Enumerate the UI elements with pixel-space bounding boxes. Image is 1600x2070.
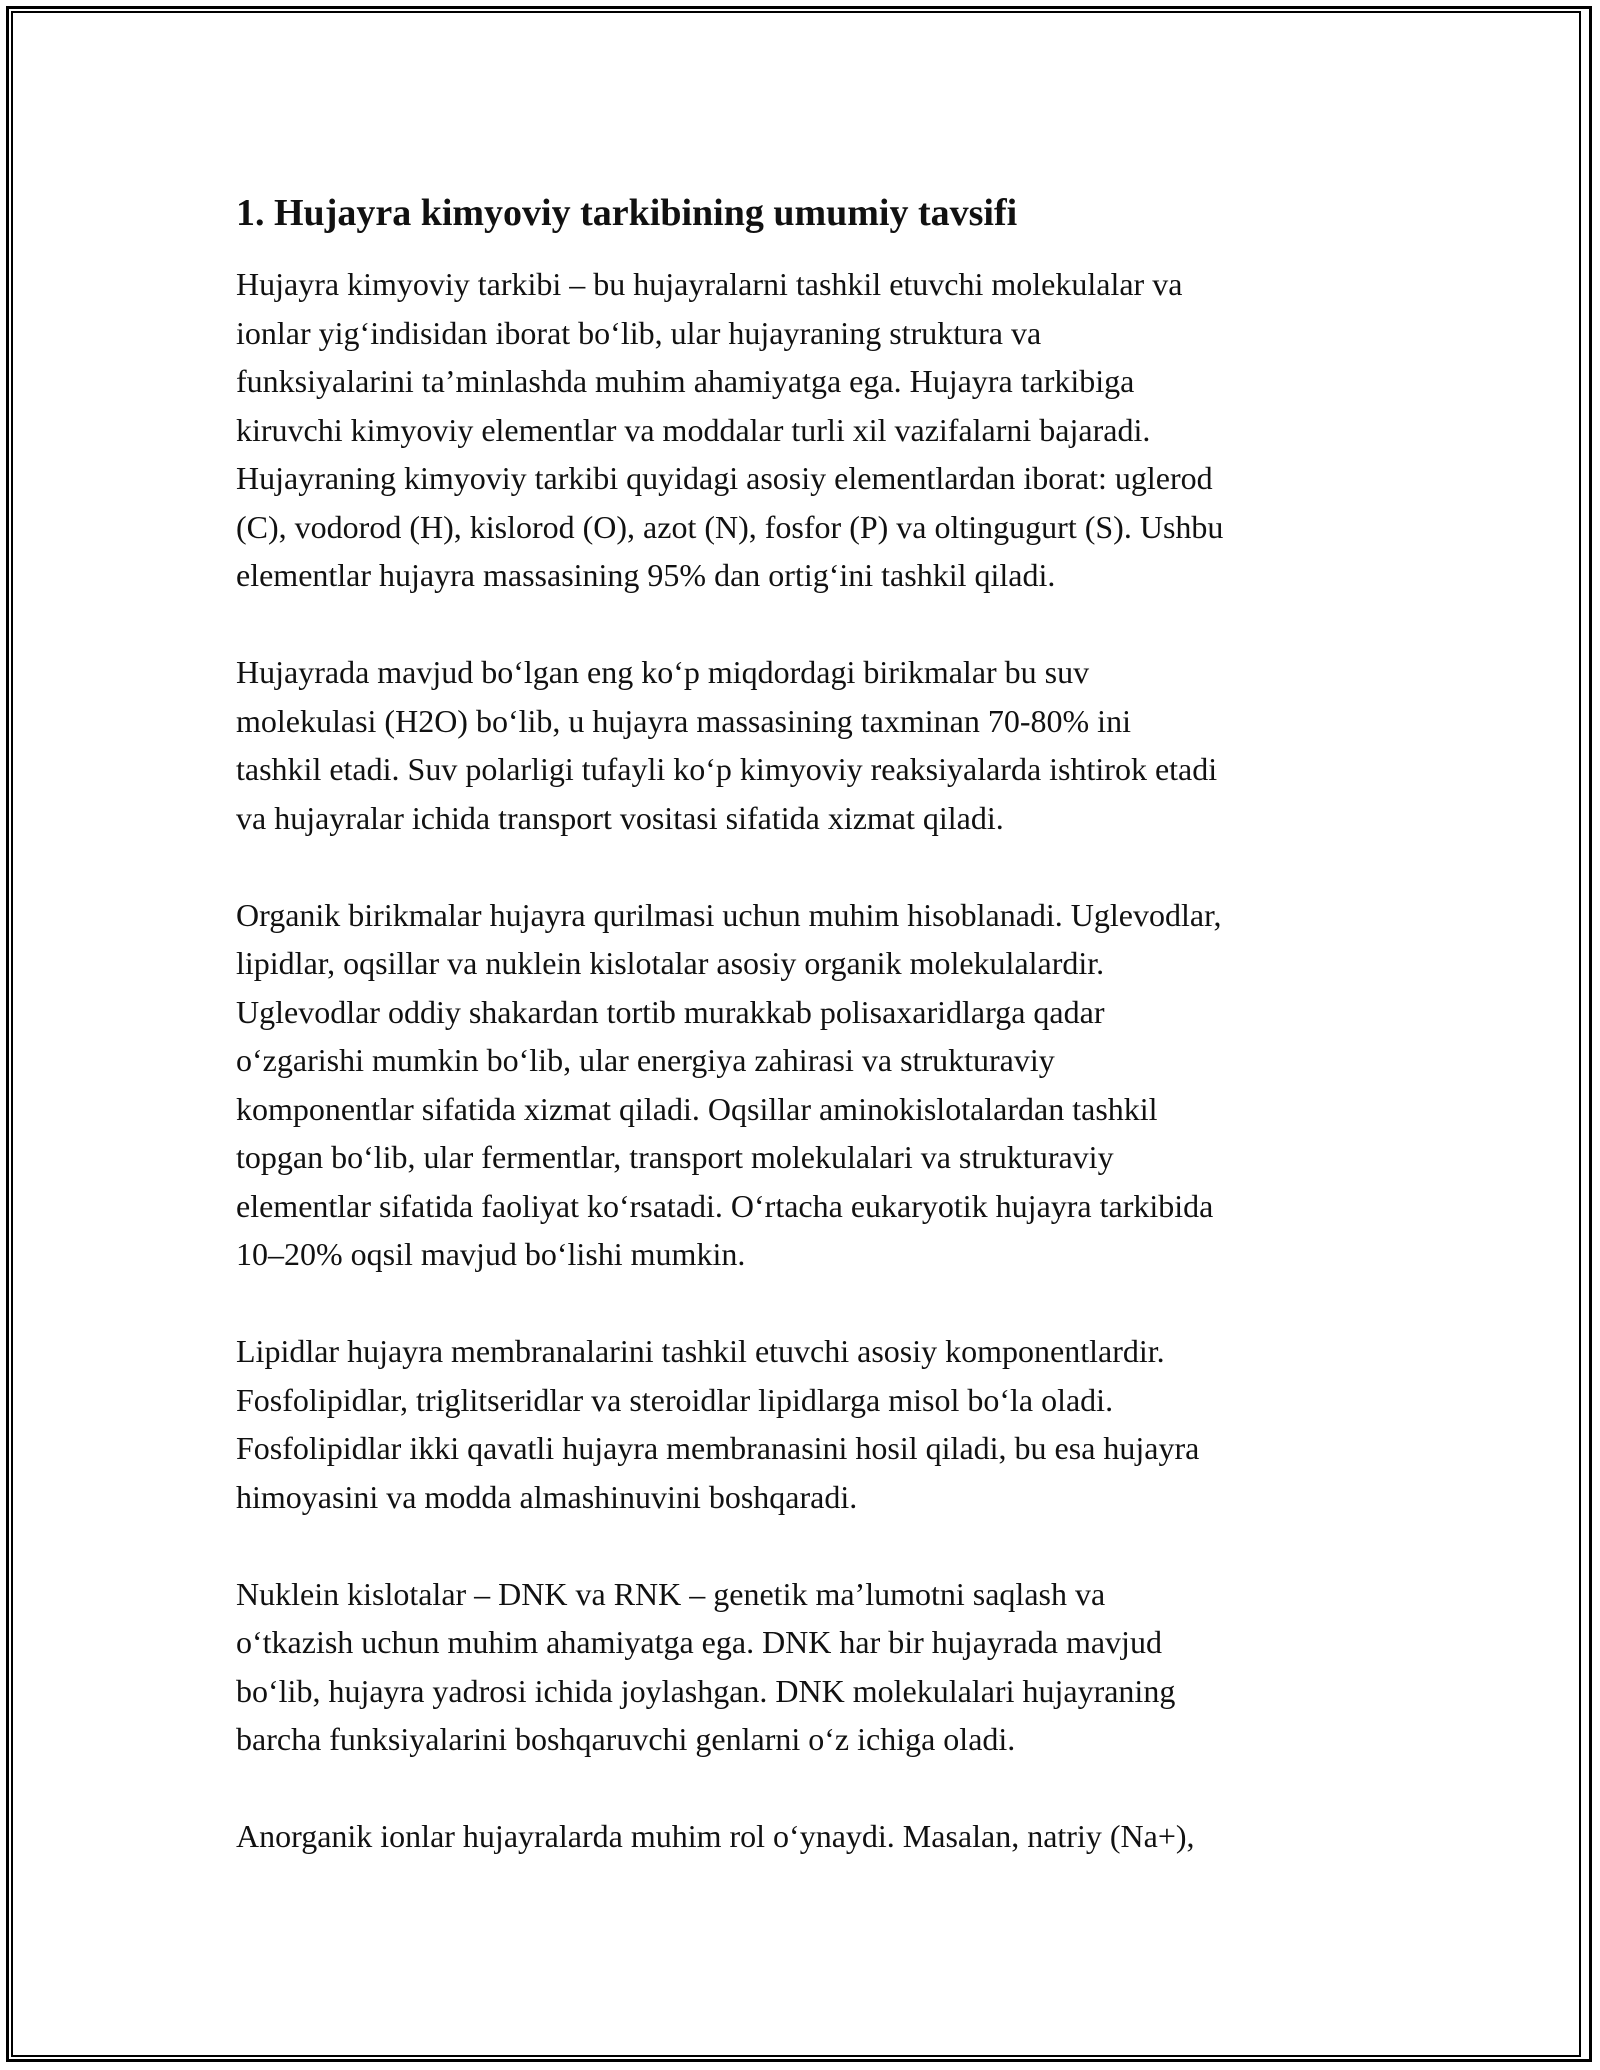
text-line: Anorganik ionlar hujayralarda muhim rol o‘ynaydi. Masalan, natriy (Na+),	[236, 1818, 1195, 1854]
text-line: o‘tkazish uchun muhim ahamiyatga ega. DNK har bir hujayrada mavjud	[236, 1624, 1162, 1660]
text-line: Hujayrada mavjud bo‘lgan eng ko‘p miqdordagi birikmalar bu suv	[236, 654, 1090, 690]
text-line: o‘zgarishi mumkin bo‘lib, ular energiya zahirasi va strukturaviy	[236, 1042, 1055, 1078]
text-line: Fosfolipidlar, triglitseridlar va steroidlar lipidlarga misol bo‘la oladi.	[236, 1381, 1114, 1418]
text-line: funksiyalarini ta’minlashda muhim ahamiyatga ega. Hujayra tarkibiga	[236, 363, 1135, 399]
text-line: molekulasi (H2O) bo‘lib, u hujayra massasining taxminan 70-80% ini	[236, 702, 1131, 739]
text-line: bo‘lib, hujayra yadrosi ichida joylashgan. DNK molekulalari hujayraning	[236, 1672, 1176, 1709]
text-line: Uglevodlar oddiy shakardan tortib murakkab polisaxaridlarga qadar	[236, 993, 1105, 1030]
text-line: himoyasini va modda almashinuvini boshqaradi.	[236, 1478, 858, 1515]
paragraph-nucleic-acids	[236, 1570, 1386, 1764]
text-line: ionlar yig‘indisidan iborat bo‘lib, ular hujayraning struktura va	[236, 314, 1042, 351]
text-line: Nuklein kislotalar – DNK va RNK – genetik ma’lumotni saqlash va	[236, 1575, 1106, 1612]
text-line: (C), vodorod (H), kislorod (O), azot (N), fosfor (P) va oltingugurt (S). Ushbu	[236, 508, 1224, 545]
paragraph-organic-compounds	[236, 891, 1386, 1279]
text-line: komponentlar sifatida xizmat qiladi. Oqsillar aminokislotalardan tashkil	[236, 1090, 1158, 1127]
text-line: topgan bo‘lib, ular fermentlar, transport molekulalari va strukturaviy	[236, 1139, 1114, 1175]
text-line: Lipidlar hujayra membranalarini tashkil etuvchi asosiy komponentlardir.	[236, 1333, 1165, 1369]
text-line: barcha funksiyalarini boshqaruvchi genlarni o‘z ichiga oladi.	[236, 1721, 1016, 1757]
text-line: Fosfolipidlar ikki qavatli hujayra membranasini hosil qiladi, bu esa hujayra	[236, 1430, 1200, 1466]
text-line: Hujayra kimyoviy tarkibi – bu hujayralarni tashkil etuvchi molekulalar va	[236, 266, 1183, 302]
text-line: tashkil etadi. Suv polarligi tufayli ko‘p kimyoviy reaksiyalarda ishtirok etadi	[236, 751, 1218, 787]
paragraph-water	[236, 648, 1386, 842]
paragraph-lipids	[236, 1327, 1386, 1521]
paragraph-inorganic-ions	[236, 1812, 1386, 1861]
text-line: va hujayralar ichida transport vositasi sifatida xizmat qiladi.	[236, 799, 1004, 836]
text-line: Hujayraning kimyoviy tarkibi quyidagi asosiy elementlardan iborat: uglerod	[236, 460, 1213, 496]
text-line: elementlar hujayra massasining 95% dan ortig‘ini tashkil qiladi.	[236, 557, 1056, 593]
paragraph-chemical-composition	[236, 260, 1386, 600]
text-line: 10–20% oqsil mavjud bo‘lishi mumkin.	[236, 1236, 746, 1272]
text-line: elementlar sifatida faoliyat ko‘rsatadi. O‘rtacha eukaryotik hujayra tarkibida	[236, 1187, 1214, 1224]
document-body	[236, 186, 1386, 1909]
text-line: Organik birikmalar hujayra qurilmasi uchun muhim hisoblanadi. Uglevodlar,	[236, 896, 1222, 933]
text-line: lipidlar, oqsillar va nuklein kislotalar asosiy organik molekulalardir.	[236, 945, 1105, 981]
text-line: kiruvchi kimyoviy elementlar va moddalar turli xil vazifalarni bajaradi.	[236, 411, 1151, 448]
section-heading: 1. Hujayra kimyoviy tarkibining umumiy tavsifi	[236, 192, 1018, 234]
